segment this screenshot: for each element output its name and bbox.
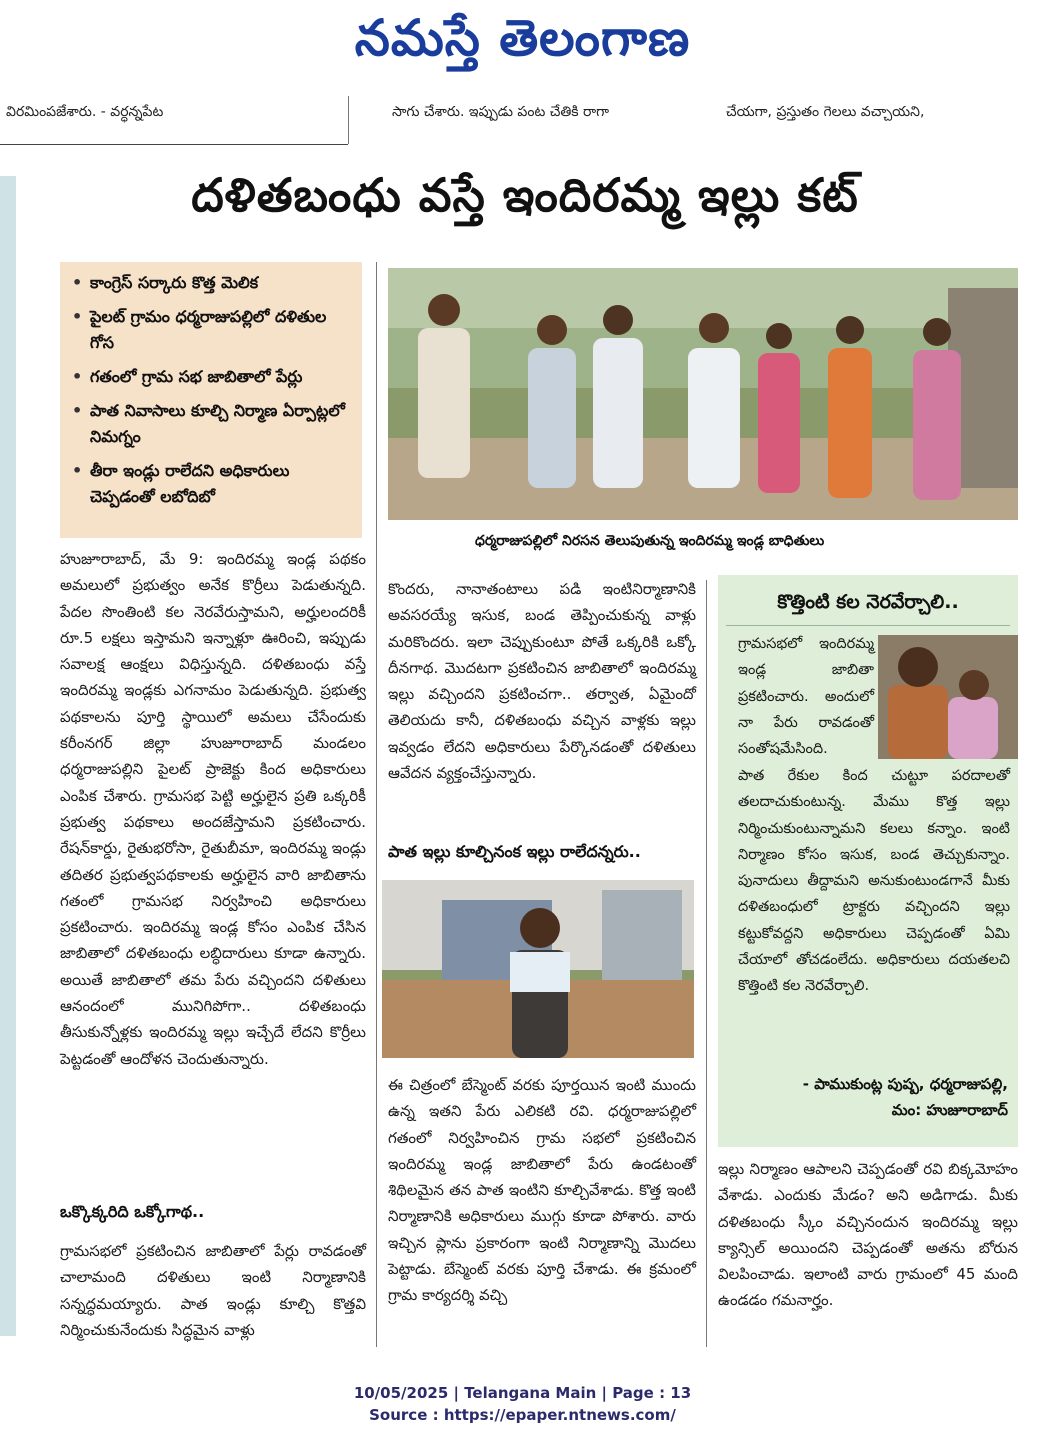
column-divider-2 bbox=[706, 580, 707, 1347]
highlight-item: • తీరా ఇండ్లు రాలేదని అధికారులు చెప్పడంతో లబోదిబో bbox=[72, 458, 354, 510]
sidebar-title-rule bbox=[726, 625, 1010, 626]
column2-paragraph-2 bbox=[388, 1072, 696, 1309]
column1-para2-text: గ్రామసభలో ప్రకటించిన జాబితాలో పేర్లు రావడంతో చాలామంది దళితులు ఇంటి నిర్మాణానికి సన్నద్ధమయ్యారు. పాత ఇండ్లు కూల్చి కొత్తవి నిర్మించుకునేందుకు సిద్ధమైన వాళ్లు bbox=[60, 1242, 366, 1339]
sidebar-body-narrow-text: గ్రామసభలో ఇందిరమ్మ ఇండ్ల జాబితా ప్రకటించారు. అందులో నా పేరు రావడంతో సంతోషమేసింది. bbox=[738, 636, 874, 758]
sidebar-photo-illustration bbox=[878, 635, 1018, 759]
footer-date-edition-page: 10/05/2025 | Telangana Main | Page : 13 bbox=[353, 1384, 692, 1402]
headline: దళితబంధు వస్తే ఇందిరమ్మ ఇల్లు కట్ bbox=[191, 168, 859, 222]
column2-subheading: పాత ఇల్లు కూల్చినంక ఇల్లు రాలేదన్నరు.. bbox=[388, 842, 641, 861]
highlights-box bbox=[60, 262, 362, 538]
highlight-item: • గతంలో గ్రామ సభ జాబితాలో పేర్లు bbox=[72, 364, 354, 390]
sidebar-attribution-1: - పాముకుంట్ల పుష్ప, ధర్మరాజుపల్లి, bbox=[802, 1075, 1008, 1093]
sidebar-title: కొత్తింటి కల నెరవేర్చాలి.. bbox=[777, 591, 959, 613]
main-photo-caption: ధర్మరాజుపల్లిలో నిరసన తెలుపుతున్న ఇందిరమ్మ ఇండ్ల బాధితులు bbox=[475, 533, 825, 549]
testimonial-sidebar bbox=[718, 575, 1018, 1147]
column-divider-1 bbox=[376, 262, 377, 1347]
top-strip-middle: సాగు చేశారు. ఇప్పుడు పంట చేతికి రాగా bbox=[392, 104, 610, 120]
column3-end-text: ఇల్లు నిర్మాణం ఆపాలని చెప్పడంతో రవి బిక్కమోహం వేశాడు. ఎందుకు మేడం? అని అడిగాడు. మీకు దళితబంధు స్కీం వచ్చినందున ఇందిరమ్మ ఇల్లు క్యాన్సిల్ అయిందని చెప్పడంతో అతను బోరున విలపించాడు. ఇలాంటి వారు గ్రామంలో 45 మంది ఉండడం గమనార్హం. bbox=[718, 1160, 1018, 1310]
top-strip-rule bbox=[0, 144, 348, 145]
highlight-item: • కాంగ్రెస్ సర్కారు కొత్త మెలిక bbox=[72, 270, 354, 296]
column1-paragraph-2 bbox=[60, 1238, 366, 1343]
sidebar-photo-woman-child bbox=[878, 635, 1018, 759]
column1-subheading: ఒక్కొక్కరిది ఒక్కోగాథ.. bbox=[60, 1202, 205, 1221]
article-intro-paragraph: హుజూరాబాద్, మే 9: ఇందిరమ్మ ఇండ్ల పథకం అమలులో ప్రభుత్వం అనేక కొర్రీలు పెడుతున్నది. పేదల సొంతింటి కల నెరవేరుస్తామని, అర్హులందరికీ రూ.5 లక్షలు ఇస్తామని ఇన్నాళ్లూ ఊరించి, ఇప్పుడు సవాలక్ష ఆంక్షలు విధిస్తున్నది. దళితబంధు వస్తే ఇందిరమ్మ ఇండ్లకు ఎగనామం పెడుతున్నది. ప్రభుత్వ పథకాలను పూర్తి స్థాయిలో అమలు చేసేందుకు కరీంనగర్ జిల్లా హుజూరాబాద్ మండలం ధర్మరాజుపల్లిని పైలట్ ప్రాజెక్టు కింద అధికారులు ఎంపిక చేశారు. గ్రామసభ పెట్టి అర్హులైన ప్రతి ఒక్కరికీ ప్రభుత్వ పథకాలు అందజేస్తామని ప్రకటించారు. రేషన్‌కార్డు, రైతుభరోసా, రైతుబీమా, ఇందిరమ్మ ఇండ్లు తదితర ప్రభుత్వపథకాలకు అర్హులైన వారి జాబితాను గతంలో గ్రామసభ నిర్వహించి అధికారులు ప్రకటించారు. ఇందిరమ్మ ఇండ్ల కోసం ఎంపిక చేసిన జాబితాలో దళితబంధు లబ్ధిదారులు కూడా ఉన్నారు. అయితే జాబితాలో తమ పేరు వచ్చిందని దళితులు ఆనందంలో మునిగిపోగా.. దళితబంధు తీసుకున్నోళ్లకు ఇందిరమ్మ ఇల్లు ఇచ్చేదే లేదని కొర్రీలు పెట్టడంతో ఆందోళన చెందుతున్నారు. bbox=[60, 550, 366, 1068]
top-strip-left: విరమింపజేశారు. - వర్ధన్నపేట bbox=[6, 104, 164, 120]
sidebar-body-wide-text: పాత రేకుల కింద చుట్టూ పరదాలతో తలదాచుకుంటున్న. మేము కొత్త ఇల్లు నిర్మించుకుంటున్నామని కలలు కన్నాం. ఇంటి నిర్మాణం కోసం ఇసుక, బండ తెచ్చుకున్నాం. పునాదులు తీద్దామని అనుకుంటుండగానే మీకు దళితబంధులో ట్రాక్టరు వచ్చిందని ఇల్లు కట్టుకోవద్దని అధికారులు చెప్పడంతో ఏమి చేయాలో తోచడంలేదు. అధికారులు దయతలచి కొత్తింటి కల నెరవేర్చాలి. bbox=[738, 768, 1010, 995]
newspaper-masthead: నమస్తే తెలంగాణ bbox=[354, 8, 691, 67]
top-strip-divider bbox=[348, 96, 349, 144]
highlight-item: • పైలట్ గ్రామం ధర్మరాజుపల్లిలో దళితుల గోస bbox=[72, 304, 354, 356]
article-column-1 bbox=[60, 546, 366, 1072]
main-photo-illustration bbox=[388, 268, 1018, 520]
main-photo-villagers bbox=[388, 268, 1018, 520]
sidebar-body-narrow bbox=[738, 631, 874, 762]
left-accent-bar bbox=[0, 176, 16, 1336]
top-strip-right: చేయగా, ప్రస్తుతం గెలలు వచ్చాయని, bbox=[726, 104, 925, 120]
photo-man-at-construction bbox=[382, 880, 694, 1058]
footer-source-link[interactable]: Source : https://epaper.ntnews.com/ bbox=[369, 1406, 676, 1424]
sidebar-body-wide bbox=[738, 763, 1010, 1000]
article-column-2 bbox=[388, 576, 696, 786]
sidebar-attribution-2: మం: హుజూరాబాద్ bbox=[891, 1101, 1008, 1119]
construction-photo-illustration bbox=[382, 880, 694, 1058]
article-column-3-end bbox=[718, 1156, 1018, 1314]
column2-para2-text: ఈ చిత్రంలో బేస్మెంట్ వరకు పూర్తయిన ఇంటి ముందు ఉన్న ఇతని పేరు ఎలికటి రవి. ధర్మరాజుపల్లిలో గతంలో నిర్వహించిన గ్రామ సభలో ప్రకటించిన ఇందిరమ్మ ఇండ్ల జాబితాలో పేరు ఉండటంతో శిథిలమైన తన పాత ఇంటిని కూల్చివేశాడు. కొత్త ఇంటి నిర్మాణానికి అధికారులు ముగ్గు కూడా పోశారు. వారు ఇచ్చిన ప్లాను ప్రకారంగా ఇంటి నిర్మాణాన్ని మొదలు పెట్టాడు. బేస్మెంట్ వరకు పూర్తి చేశాడు. ఈ క్రమంలో గ్రామ కార్యదర్శి వచ్చి bbox=[388, 1076, 696, 1305]
highlight-item: • పాత నివాసాలు కూల్చి నిర్మాణ ఏర్పాట్లలో నిమగ్నం bbox=[72, 398, 354, 450]
column2-para1-text: కొందరు, నానాతంటాలు పడి ఇంటినిర్మాణానికి అవసరయ్యే ఇసుక, బండ తెప్పించుకున్న వాళ్లు మరికొందరు. ఇలా చెప్పుకుంటూ పోతే ఒక్కరికి ఒక్కో దీనగాథ. మొదటగా ప్రకటించిన జాబితాలో ఇందిరమ్మ ఇల్లు వచ్చిందని ప్రకటించగా.. తర్వాత, ఏమైందో తెలియదు కానీ, దళితబంధు వచ్చిన వాళ్లకు ఇల్లు ఇవ్వడం లేదని అధికారులు పేర్కొనడంతో దళితులు ఆవేదన వ్యక్తంచేస్తున్నారు. bbox=[388, 580, 696, 783]
